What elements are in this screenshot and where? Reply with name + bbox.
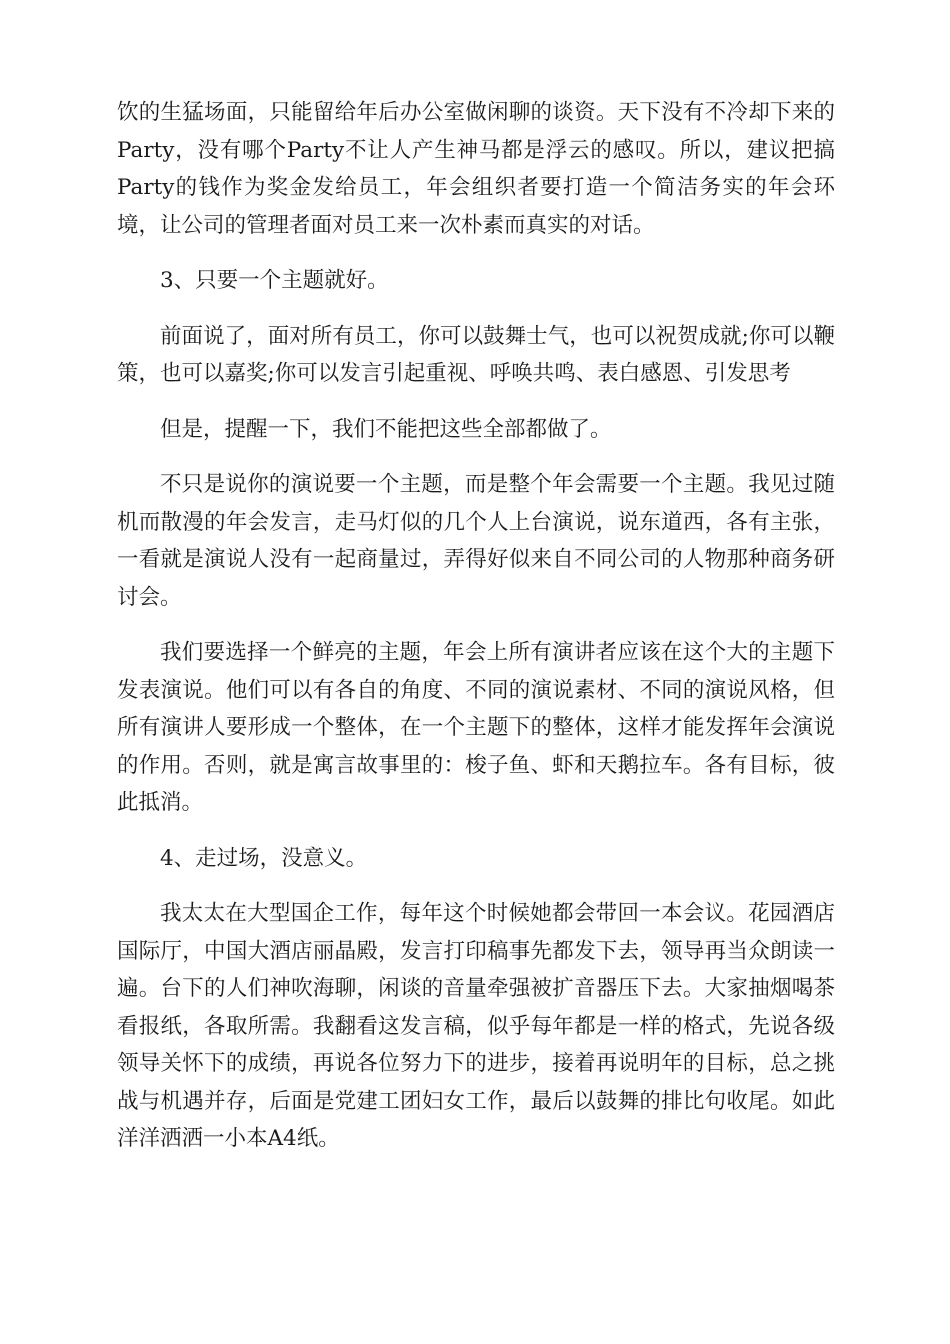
section-heading-3: 3、只要一个主题就好。 [160,268,389,293]
paragraph: 我太太在大型国企工作，每年这个时候她都会带回一本会议。花园酒店国际厅，中国大酒店丽晶殿，发言打印稿事先都发下去，领导再当众朗读一遍。台下的人们神吹海聊，闲谈的音量牵强被扩音器压下去。大家抽烟喝茶看报纸，各取所需。我翻看这发言稿，似乎每年都是一样的格式，先说各级领导关怀下的成绩，再说各位努力下的进步，接着再说明年的目标，总之挑战与机遇并存，后面是党建工团妇女工作，最后以鼓舞的排比句收尾。如此洋洋洒洒一小本A4纸。 [117,901,835,1151]
section-heading-4: 4、走过场，没意义。 [160,845,368,871]
document-body [117,94,835,1176]
paragraph-continuation: 饮的生猛场面，只能留给年后办公室做闲聊的谈资。天下没有不冷却下来的Party，没有哪个Party不让人产生神马都是浮云的感叹。所以，建议把搞Party的钱作为奖金发给员工，年会组织者要打造一个简洁务实的年会环境，让公司的管理者面对员工来一次朴素而真实的对话。 [117,100,835,238]
paragraph: 不只是说你的演说要一个主题，而是整个年会需要一个主题。我见过随机而散漫的年会发言，走马灯似的几个人上台演说，说东道西，各有主张，一看就是演说人没有一起商量过，弄得好似来自不同公司的人物那种商务研讨会。 [117,472,835,610]
paragraph: 我们要选择一个鲜亮的主题，年会上所有演讲者应该在这个大的主题下发表演说。他们可以有各自的角度、不同的演说素材、不同的演说风格，但所有演讲人要形成一个整体，在一个主题下的整体，这样才能发挥年会演说的作用。否则，就是寓言故事里的：梭子鱼、虾和天鹅拉车。各有目标，彼此抵消。 [117,640,835,815]
paragraph: 前面说了，面对所有员工，你可以鼓舞士气，也可以祝贺成就;你可以鞭策，也可以嘉奖;你可以发言引起重视、呼唤共鸣、表白感恩、引发思考 [117,323,835,386]
paragraph: 但是，提醒一下，我们不能把这些全部都做了。 [160,416,612,442]
